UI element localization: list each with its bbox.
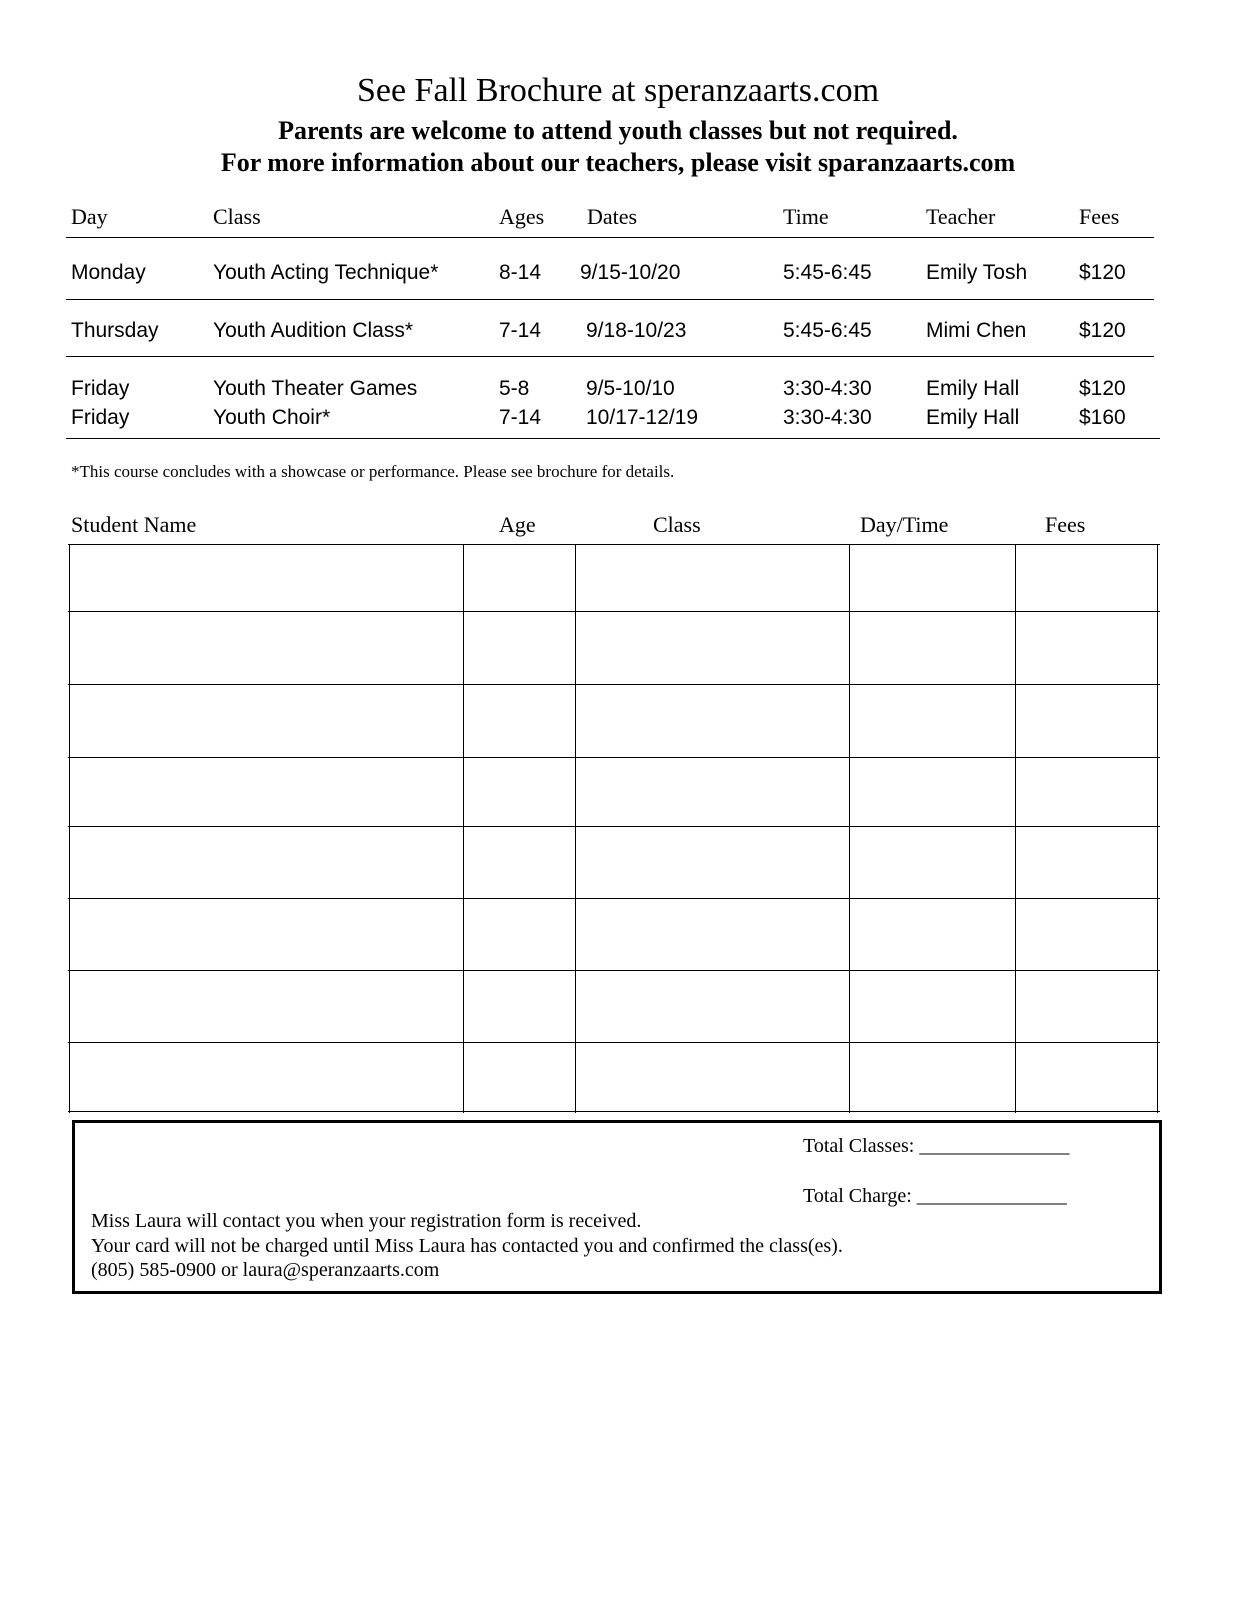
schedule-header-cell: Fees: [1079, 204, 1120, 229]
schedule-cell: Friday: [71, 377, 130, 400]
fees-input[interactable]: [1017, 546, 1155, 609]
schedule-cell: $120: [1079, 319, 1126, 342]
schedule-cell: 7-14: [499, 319, 542, 342]
schedule-cell: Emily Tosh: [926, 261, 1028, 284]
student-name-input[interactable]: [71, 900, 461, 968]
age-input[interactable]: [465, 900, 573, 968]
registration-row-line: [68, 544, 1160, 545]
class-input[interactable]: [577, 900, 847, 968]
day-time-input[interactable]: [851, 686, 1013, 755]
schedule-row-divider: [66, 237, 1154, 238]
schedule-cell: Youth Acting Technique*: [213, 261, 439, 284]
day-time-input[interactable]: [851, 1044, 1013, 1109]
registration-row-line: [68, 898, 1160, 899]
schedule-cell: Monday: [71, 261, 146, 284]
schedule-cell: Youth Audition Class*: [213, 319, 414, 342]
showcase-footnote: *This course concludes with a showcase or performance. Please see brochure for details.: [71, 462, 675, 481]
student-name-input[interactable]: [71, 613, 461, 682]
schedule-row-divider: [66, 299, 1154, 300]
day-time-input[interactable]: [851, 972, 1013, 1040]
registration-header-cell: Day/Time: [860, 512, 949, 537]
student-name-input[interactable]: [71, 1044, 461, 1109]
registration-row-line: [68, 1111, 1160, 1112]
teacher-info-note: For more information about our teachers, please visit sparanzaarts.com: [220, 148, 1016, 177]
registration-column-line: [1157, 545, 1158, 1113]
registration-column-line: [1015, 545, 1016, 1113]
age-input[interactable]: [465, 1044, 573, 1109]
schedule-header-cell: Dates: [587, 204, 638, 229]
registration-header-cell: Age: [499, 512, 536, 537]
registration-header-cell: Class: [653, 512, 701, 537]
day-time-input[interactable]: [851, 900, 1013, 968]
fees-input[interactable]: [1017, 828, 1155, 896]
total-charge-field[interactable]: Total Charge: _______________: [803, 1185, 1067, 1207]
registration-column-line: [69, 545, 70, 1113]
fees-input[interactable]: [1017, 1044, 1155, 1109]
parents-note: Parents are welcome to attend youth classes but not required.: [278, 116, 958, 145]
registration-header-cell: Fees: [1045, 512, 1086, 537]
class-input[interactable]: [577, 1044, 847, 1109]
schedule-cell: Emily Hall: [926, 377, 1020, 400]
schedule-cell: 9/18-10/23: [586, 319, 687, 342]
class-input[interactable]: [577, 759, 847, 824]
fees-input[interactable]: [1017, 900, 1155, 968]
schedule-header-cell: Teacher: [926, 204, 996, 229]
contact-info: (805) 585-0900 or laura@speranzaarts.com: [91, 1259, 440, 1281]
fees-input[interactable]: [1017, 613, 1155, 682]
fees-input[interactable]: [1017, 759, 1155, 824]
student-name-input[interactable]: [71, 546, 461, 609]
registration-row-line: [68, 970, 1160, 971]
schedule-cell: $120: [1079, 261, 1126, 284]
schedule-header-cell: Ages: [499, 204, 545, 229]
total-classes-field[interactable]: Total Classes: _______________: [803, 1135, 1070, 1157]
card-charge-note: Your card will not be charged until Miss Laura has contacted you and confirmed the class(es).: [91, 1235, 843, 1257]
schedule-cell: Youth Choir*: [213, 406, 331, 429]
schedule-cell: 9/15-10/20: [580, 261, 681, 284]
schedule-cell: 9/5-10/10: [586, 377, 675, 400]
age-input[interactable]: [465, 613, 573, 682]
age-input[interactable]: [465, 686, 573, 755]
age-input[interactable]: [465, 546, 573, 609]
class-input[interactable]: [577, 828, 847, 896]
contact-note: Miss Laura will contact you when your registration form is received.: [91, 1210, 642, 1232]
class-input[interactable]: [577, 686, 847, 755]
summary-box: [72, 1120, 1162, 1294]
registration-header-cell: Student Name: [71, 512, 197, 537]
fees-input[interactable]: [1017, 686, 1155, 755]
class-input[interactable]: [577, 613, 847, 682]
day-time-input[interactable]: [851, 546, 1013, 609]
schedule-cell: $160: [1079, 406, 1126, 429]
schedule-cell: Thursday: [71, 319, 159, 342]
registration-row-line: [68, 611, 1160, 612]
schedule-row-divider: [66, 356, 1154, 357]
student-name-input[interactable]: [71, 828, 461, 896]
registration-row-line: [68, 684, 1160, 685]
student-name-input[interactable]: [71, 686, 461, 755]
schedule-cell: 3:30-4:30: [783, 406, 872, 429]
page-title: See Fall Brochure at speranzaarts.com: [356, 72, 880, 109]
schedule-cell: 5:45-6:45: [783, 261, 872, 284]
age-input[interactable]: [465, 828, 573, 896]
schedule-cell: Youth Theater Games: [213, 377, 418, 400]
schedule-header-cell: Time: [783, 204, 829, 229]
schedule-header-cell: Day: [71, 204, 108, 229]
day-time-input[interactable]: [851, 828, 1013, 896]
schedule-cell: 5:45-6:45: [783, 319, 872, 342]
schedule-cell: 7-14: [499, 406, 542, 429]
registration-column-line: [575, 545, 576, 1113]
class-input[interactable]: [577, 972, 847, 1040]
fees-input[interactable]: [1017, 972, 1155, 1040]
schedule-cell: 8-14: [499, 261, 542, 284]
schedule-cell: Emily Hall: [926, 406, 1020, 429]
day-time-input[interactable]: [851, 613, 1013, 682]
age-input[interactable]: [465, 759, 573, 824]
schedule-cell: 10/17-12/19: [586, 406, 699, 429]
schedule-cell: $120: [1079, 377, 1126, 400]
day-time-input[interactable]: [851, 759, 1013, 824]
registration-column-line: [463, 545, 464, 1113]
registration-column-line: [849, 545, 850, 1113]
student-name-input[interactable]: [71, 972, 461, 1040]
schedule-row-divider: [66, 438, 1160, 439]
registration-row-line: [68, 1042, 1160, 1043]
schedule-cell: 5-8: [499, 377, 530, 400]
registration-row-line: [68, 826, 1160, 827]
schedule-cell: Friday: [71, 406, 130, 429]
schedule-cell: 3:30-4:30: [783, 377, 872, 400]
student-name-input[interactable]: [71, 759, 461, 824]
schedule-cell: Mimi Chen: [926, 319, 1027, 342]
schedule-header-cell: Class: [213, 204, 261, 229]
age-input[interactable]: [465, 972, 573, 1040]
registration-row-line: [68, 757, 1160, 758]
class-input[interactable]: [577, 546, 847, 609]
